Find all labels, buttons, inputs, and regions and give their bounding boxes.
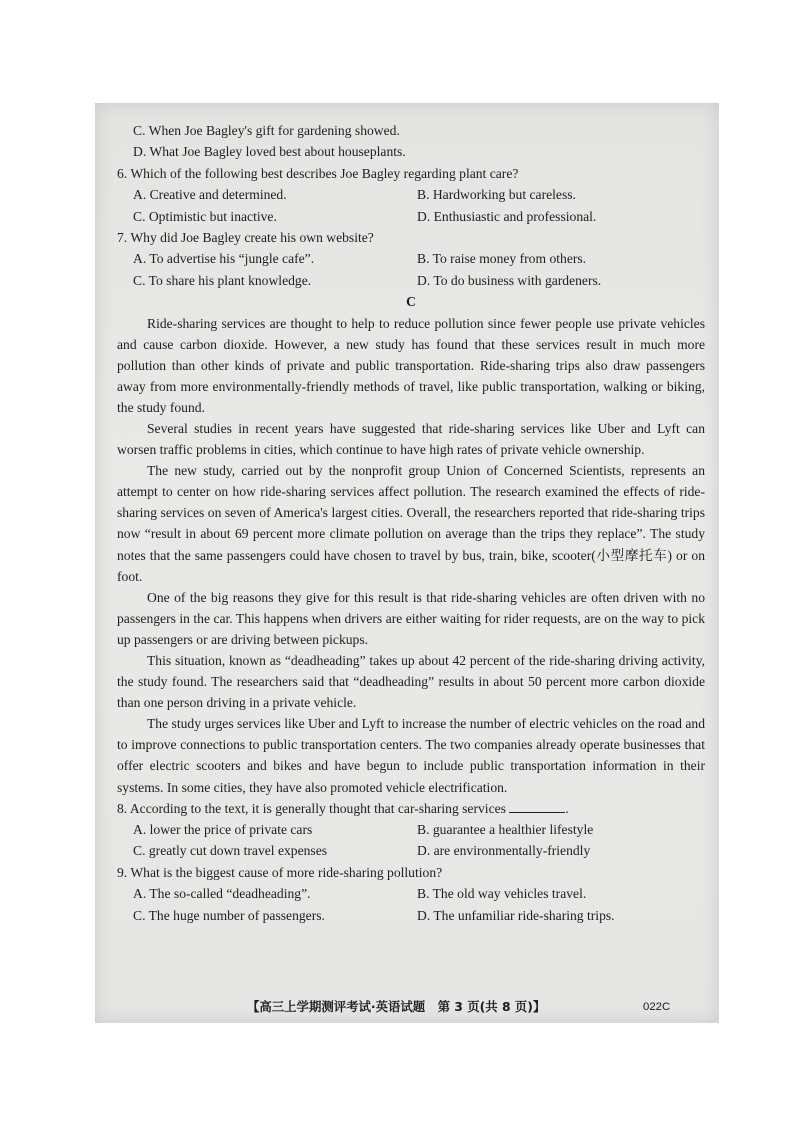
option-5c: C. When Joe Bagley's gift for gardening showed. [133, 123, 400, 138]
option-9b: B. The old way vehicles travel. [417, 886, 587, 902]
option-7c: C. To share his plant knowledge. [133, 272, 312, 288]
option-8a: A. lower the price of private cars [133, 822, 313, 838]
question-8-text: 8. According to the text, it is generally thought that car-sharing services [117, 800, 506, 816]
option-9d: D. The unfamiliar ride-sharing trips. [417, 907, 615, 923]
exam-page [95, 103, 719, 1023]
option-7a: A. To advertise his “jungle cafe”. [133, 251, 315, 267]
answer-blank [509, 800, 565, 813]
paper-code: 022C [643, 1001, 671, 1013]
question-6-options-ab [117, 184, 705, 205]
option-6c: C. Optimistic but inactive. [133, 208, 277, 224]
passage-paragraph-1: Ride-sharing services are thought to help to reduce pollution since fewer people use private vehicles and cause carbon dioxide. However, a new study has found that these services result in much more pollution than other kinds of private and public transportation. Ride-sharing trips also draw passengers away from more environmentally-friendly methods of travel, like public transportation, walking or biking, the study found. [117, 315, 705, 415]
option-6b: B. Hardworking but careless. [417, 187, 576, 203]
option-5d: D. What Joe Bagley loved best about houseplants. [133, 144, 406, 160]
page-footer [95, 996, 719, 1018]
question-8-stem [117, 798, 705, 819]
question-9-options-cd [117, 905, 705, 926]
question-9-options-ab [117, 883, 705, 904]
question-7-stem: 7. Why did Joe Bagley create his own website? [117, 229, 374, 245]
passage-paragraph-3: The new study, carried out by the nonprofit group Union of Concerned Scientists, represents an attempt to center on how ride-sharing services affect pollution. The research examined the effects of ride-sharing services on seven of America's largest cities. Overall, the researchers reported that ride-sharing trips now “result in about 69 percent more climate pollution on average than the trips they replace”. The study notes that the same passengers could have chosen to travel by bus, train, bike, scooter(小型摩托车) or on foot. [117, 463, 705, 584]
option-8c: C. greatly cut down travel expenses [133, 843, 328, 859]
section-title: C [406, 294, 416, 310]
option-9a: A. The so-called “deadheading”. [133, 886, 311, 902]
question-6-options-cd [117, 206, 705, 227]
option-8d: D. are environmentally-friendly [417, 843, 591, 859]
question-9-stem: 9. What is the biggest cause of more ride-sharing pollution? [117, 864, 443, 880]
footer-title: 【高三上学期测评考试·英语试题 第 3 页(共 8 页)】 [247, 999, 546, 1014]
option-7d: D. To do business with gardeners. [417, 272, 602, 288]
question-8-options-ab [117, 819, 705, 840]
question-7-options-cd [117, 270, 705, 291]
passage [117, 313, 705, 798]
question-8-options-cd [117, 840, 705, 861]
passage-paragraph-5: This situation, known as “deadheading” takes up about 42 percent of the ride-sharing driving activity, the study found. The researchers said that “deadheading” results in about 50 percent more carbon dioxide than one person driving in a private vehicle. [117, 653, 705, 711]
option-7b: B. To raise money from others. [417, 251, 587, 267]
option-6d: D. Enthusiastic and professional. [417, 208, 597, 224]
option-9c: C. The huge number of passengers. [133, 907, 325, 923]
passage-paragraph-2: Several studies in recent years have suggested that ride-sharing services like Uber and Lyft can worsen traffic problems in cities, which continue to have high rates of private vehicle ownership. [117, 420, 705, 458]
passage-paragraph-6: The study urges services like Uber and Lyft to increase the number of electric vehicles on the road and to improve connections to public transportation centers. The two companies already operate businesses that offer electric scooters and bikes and have begun to include public transportation information in their systems. In some cities, they have also promoted vehicle electrification. [117, 716, 705, 795]
question-7-options-ab [117, 248, 705, 269]
question-6-stem: 6. Which of the following best describes Joe Bagley regarding plant care? [117, 165, 519, 181]
question-8-period: . [565, 800, 569, 816]
passage-paragraph-4: One of the big reasons they give for this result is that ride-sharing vehicles are often driven with no passengers in the car. This happens when drivers are either waiting for rider requests, are on the way to pick up passengers or are driving between pickups. [117, 589, 705, 647]
option-8b: B. guarantee a healthier lifestyle [417, 822, 594, 838]
page-content [117, 120, 705, 926]
option-6a: A. Creative and determined. [133, 187, 287, 203]
